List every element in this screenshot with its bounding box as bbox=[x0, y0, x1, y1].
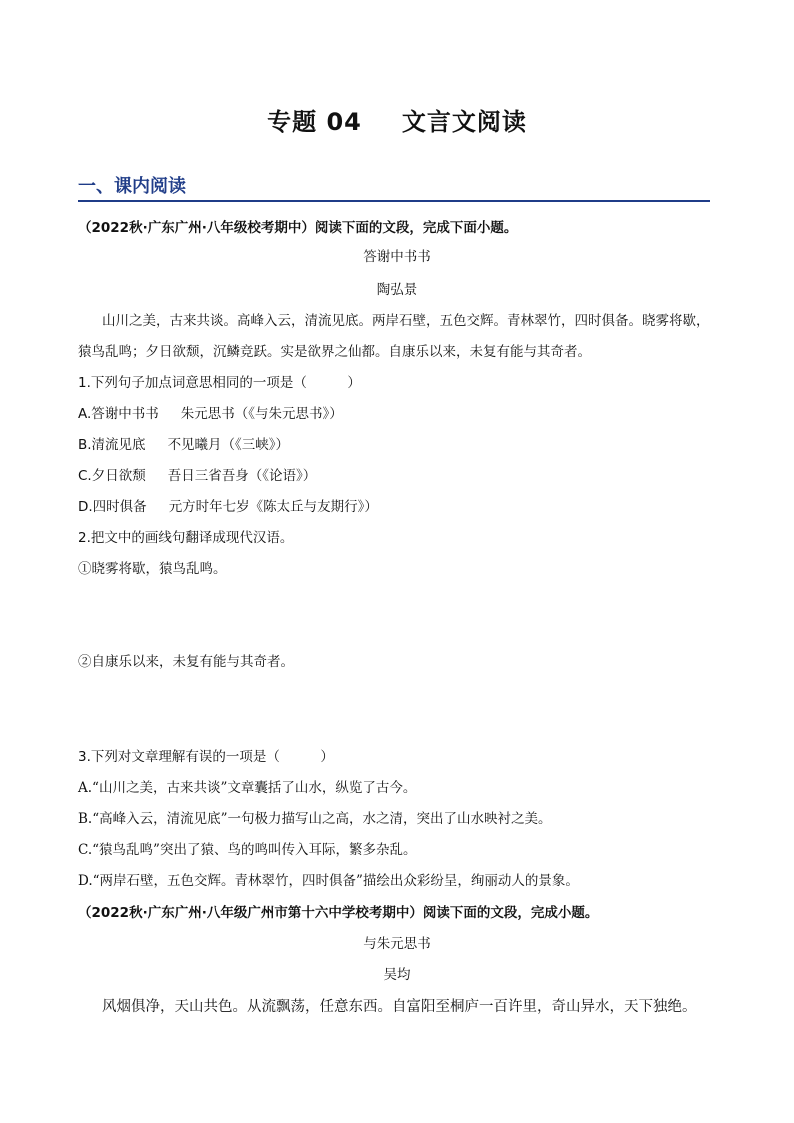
question1-stem: 1.下列句子加点词意思相同的一项是（ ） bbox=[78, 375, 361, 391]
question1-option bbox=[78, 404, 728, 424]
section-heading-text: 一、课内阅读 bbox=[78, 176, 186, 197]
question3-option: B.“高峰入云，清流见底”一句极力描写山之高，水之清，突出了山水映衬之美。 bbox=[78, 811, 552, 827]
passage1-title: 答谢中书书 bbox=[363, 249, 431, 265]
passage2-title: 与朱元思书 bbox=[363, 936, 431, 952]
question1-option bbox=[78, 435, 728, 455]
option-word: D.四时俱备 bbox=[78, 499, 147, 515]
option-word: B.清流见底 bbox=[78, 437, 146, 453]
passage1-text-line: 山川之美，古来共谈。高峰入云，清流见底。两岸石壁，五色交辉。青林翠竹，四时俱备。晓雾将歇， bbox=[102, 313, 710, 329]
passage1-author: 陶弘景 bbox=[376, 282, 418, 298]
passage1-source: （2022秋·广东广州·八年级校考期中）阅读下面的文段，完成下面小题。 bbox=[78, 220, 518, 236]
question2-sentence: ②自康乐以来，未复有能与其奇者。 bbox=[78, 654, 294, 670]
passage2-author: 吴均 bbox=[383, 967, 411, 983]
passage2-text-line: 风烟俱净，天山共色。从流飘荡，任意东西。自富阳至桐庐一百许里，奇山异水，天下独绝。 bbox=[102, 999, 697, 1015]
option-compare: 不见曦月（《三峡》） bbox=[167, 437, 290, 453]
section-heading bbox=[78, 176, 710, 202]
option-compare: 吾日三省吾身（《论语》） bbox=[167, 468, 317, 484]
page-title bbox=[0, 102, 794, 137]
question1-option bbox=[78, 497, 728, 517]
title-sub: 文言文阅读 bbox=[401, 108, 527, 136]
question3-option: C.“猿鸟乱鸣”突出了猿、鸟的鸣叫传入耳际，繁多杂乱。 bbox=[78, 842, 417, 858]
question1-option bbox=[78, 466, 728, 486]
option-compare: 元方时年七岁《陈太丘与友期行》） bbox=[168, 499, 378, 515]
question3-option: A.“山川之美，古来共谈”文章囊括了山水，纵览了古今。 bbox=[78, 780, 417, 796]
option-word: A.答谢中书书 bbox=[78, 406, 159, 422]
option-word: C.夕日欲颓 bbox=[78, 468, 146, 484]
title-main: 专题 04 bbox=[267, 108, 362, 136]
question2-sentence: ①晓雾将歇，猿鸟乱鸣。 bbox=[78, 561, 227, 577]
question2-stem: 2.把文中的画线句翻译成现代汉语。 bbox=[78, 530, 294, 546]
question3-option: D.“两岸石壁，五色交辉。青林翠竹，四时俱备”描绘出众彩纷呈，绚丽动人的景象。 bbox=[78, 873, 579, 889]
passage2-source: （2022秋·广东广州·八年级广州市第十六中学校考期中）阅读下面的文段，完成小题。 bbox=[78, 905, 599, 921]
option-compare: 朱元思书（《与朱元思书》） bbox=[180, 406, 343, 422]
question3-stem: 3.下列对文章理解有误的一项是（ ） bbox=[78, 749, 334, 765]
passage1-text-line: 猿鸟乱鸣；夕日欲颓，沉鳞竞跃。实是欲界之仙都。自康乐以来，未复有能与其奇者。 bbox=[78, 344, 591, 360]
